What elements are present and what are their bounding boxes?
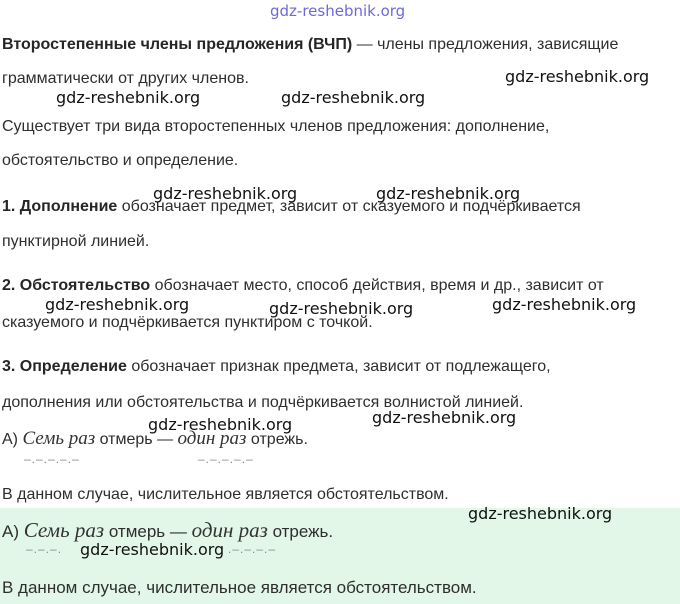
example2-conclusion: В данном случае, числительное является обстоятельством. — [2, 578, 477, 597]
item3-line-1 — [2, 358, 551, 376]
intro-line-1 — [2, 36, 618, 54]
intro-line-2: грамматически от других членов. — [2, 70, 249, 87]
item2-definition: обозначает место, способ действия, время и др., зависит от — [150, 277, 604, 294]
item1-line-2: пунктирной линией. — [2, 233, 150, 250]
example2-underline-2: .–.–.–.– — [228, 542, 277, 556]
example1-word-1: отмерь — — [99, 431, 174, 448]
item2-term: 2. Обстоятельство — [2, 277, 151, 294]
intro-definition: — члены предложения, зависящие — [352, 36, 619, 53]
watermark: gdz-reshebnik.org — [148, 415, 293, 434]
example1-word-2: отрежь. — [250, 431, 308, 448]
example1-handwritten-1: Семь раз — [22, 428, 96, 449]
types-line-1: Существует три вида второстепенных членов предложения: дополнение, — [2, 118, 550, 135]
item3-definition: обозначает признак предмета, зависит от подлежащего, — [126, 358, 551, 375]
watermark: gdz-reshebnik.org — [281, 88, 426, 107]
watermark: gdz-reshebnik.org — [56, 88, 201, 107]
item3-line-2: дополнения или обстоятельства и подчёркивается волнистой линией. — [2, 394, 524, 411]
watermark: gdz-reshebnik.org — [80, 540, 225, 559]
watermark: gdz-reshebnik.org — [492, 295, 637, 314]
item3-term: 3. Определение — [2, 358, 127, 375]
types-line-2: обстоятельство и определение. — [2, 152, 239, 169]
example2-underline-1: –.–.–. — [26, 542, 63, 556]
watermark-top: gdz-reshebnik.org — [270, 2, 406, 20]
watermark: gdz-reshebnik.org — [45, 295, 190, 314]
watermark: gdz-reshebnik.org — [376, 184, 521, 203]
example2-word-1: отмерь — — [108, 522, 187, 541]
item1-definition: обозначает предмет, зависит от сказуемого и подчёркивается — [117, 198, 581, 215]
watermark: gdz-reshebnik.org — [505, 67, 650, 86]
example1-underline-1: –.–.–.–.– — [24, 452, 80, 466]
example2-handwritten-1: Семь раз — [23, 518, 105, 542]
example1-conclusion: В данном случае, числительное является обстоятельством. — [2, 486, 449, 503]
example1-prefix: А) — [2, 431, 18, 448]
watermark: gdz-reshebnik.org — [372, 408, 517, 427]
intro-term: Второстепенные члены предложения (ВЧП) — [2, 36, 353, 53]
watermark: gdz-reshebnik.org — [269, 299, 414, 318]
example1-underline-2: –.–.–.–.– — [198, 452, 254, 466]
example2-word-2: отрежь. — [272, 522, 334, 541]
watermark: gdz-reshebnik.org — [153, 184, 298, 203]
example2-handwritten-2: один раз — [191, 518, 268, 542]
item2-line-1 — [2, 277, 604, 295]
item1-term: 1. Дополнение — [2, 198, 118, 215]
watermark: gdz-reshebnik.org — [468, 504, 613, 523]
example1-handwritten-2: один раз — [177, 428, 247, 449]
item2-line-2: сказуемого и подчёркивается пунктиром с точкой. — [2, 314, 373, 331]
example2-prefix: А) — [2, 522, 19, 541]
